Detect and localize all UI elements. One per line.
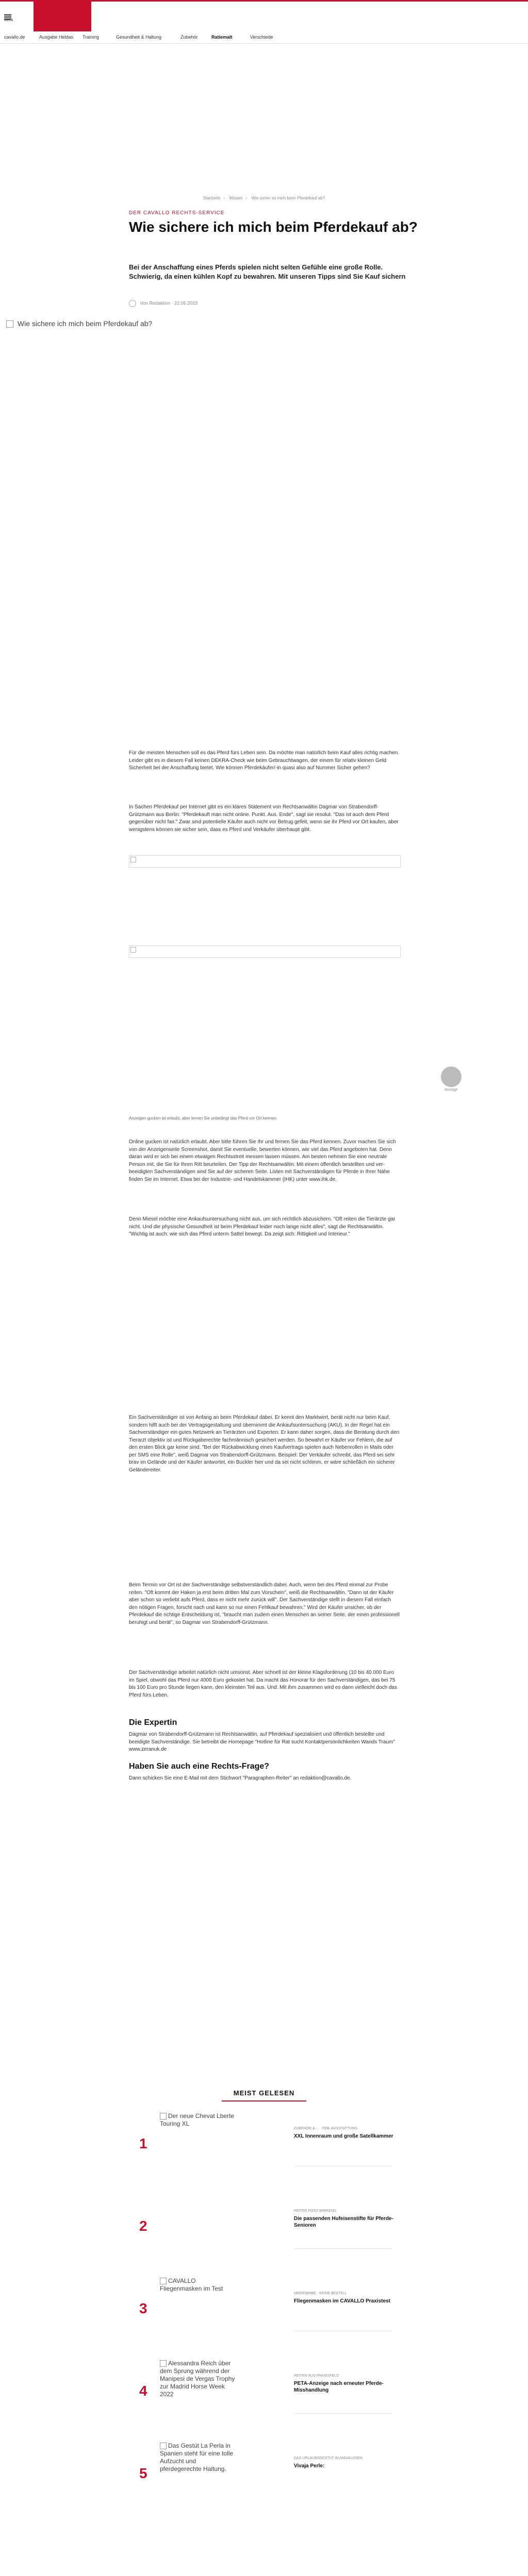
article-byline — [129, 300, 197, 307]
most-read-item[interactable] — [139, 2277, 392, 2334]
article-paragraph: Beim Termin vor Ort ist der Sachverständige selbstverständlich dabei. Auch, wenn bei des Pferd einmal zur Probe reiten. "Oft kommt der Haken ja erst beim dritten Mal zum Vorschein", weiß die Rechtsanwältin. "Dann ist der Käufer aber schon so verliebt aufs Pferd, dass er nicht mehr zurück will". Der Sachverständige stellt in diesem Fall einfach den nötigen Fragen, forscht nach und kann so nur einen Fehlkauf bewahren." Wird der Käufer unsicher, ob der Pferdekauf die richtige Entscheidung ist, "braucht man zudem einen Menschen an seiner Seite, der einen professionell beruhigt und berät", so Dagmar von Strabendorff-Grützmann. — [129, 1582, 400, 1625]
article-paragraph: Ein Sachverständiger ist von Anfang an beim Pferdekauf dabei. Er kennt den Marktwert, berät nicht nur beim Kauf, sondern hilft auch bei der Vertragsgestaltung und übernimmt die Ankaufsuntersuchung (AKU). In der Regel hat ein Sachverständiger ein gutes Netzwerk an Tierärzten und Experten. Er kann daher sorgen, dass die Beratung durch den Tierarzt objektiv ist und Rückgaberechte fachmännisch gesichert werden. So bewahrt er Käufer vor Fehlern, die auf den ersten Blick gar keine sind: "Bei der Rückabwicklung eines Kaufvertrags spielen auch Nebenrollen in Mails oder per SMS eine Rolle", weiß Dagmar von Strabendorff-Grützmann. Beispiel: Der Verkäufer schreibt, das Pferd sei sehr brav im Gelände und der Käufer antwortet, ein Buckler hier und da sei nicht schlimm, er wäre schließlich ein sicherer Geländereiter. — [129, 1415, 400, 1473]
most-read-number: 4 — [139, 2383, 147, 2399]
section-heading-question: Haben Sie auch eine Rechts-Frage? — [129, 1762, 270, 1771]
most-read-kicker: REITER FOTO WIRKEND — [294, 2209, 336, 2213]
article-paragraph: Denn Miesel möchte eine Ankaufsuntersuchung nicht aus, um sich rechtlich abzusichern. "Oft reiten die Tierärzte gar nicht. Und die physische Gesundheit ist beim Pferdekauf leider noch lange nicht alles", sagt die Rechtsanwältin. "Wichtig ist auch: wie sich das Pferd unterm Sattel bewegt. Da zeigt sich: Rittigkeit und Interieur." — [129, 1216, 395, 1237]
broken-image-icon — [160, 2360, 167, 2367]
image-icon — [130, 947, 136, 953]
cavallo-logo[interactable] — [34, 2, 91, 31]
article-paragraph: Dann schicken Sie eine E-Mail mit dem Stichwort "Paragraphen-Reiter" an redaktion@cavallo.de. — [129, 1775, 352, 1781]
main-nav — [0, 31, 528, 44]
most-read-image-alt: Das Gestüt La Perla in Spanien steht für eine tolle Aufzucht und pferdegerechte Haltung. — [160, 2442, 234, 2472]
byline-text: Von Redaktion · 22.05.2023 — [140, 300, 198, 306]
hero-image — [6, 319, 152, 328]
most-read-image[interactable] — [160, 2442, 237, 2473]
most-read-kicker: NEIDENHIBE · KEINE BESTELL — [294, 2292, 347, 2295]
broken-image-icon — [160, 2443, 167, 2449]
info-badge[interactable] — [441, 1066, 461, 1087]
article-lead: Bei der Anschaffung eines Pferds spielen nicht selten Gefühle eine große Rolle. Schwierig, da einen kühlen Kopf zu bewahren. Mit unseren Tipps sind Sie Kauf sichern — [129, 263, 406, 280]
article-kicker: DER CAVALLO RECHTS-SERVICE — [129, 210, 225, 216]
most-read-image[interactable] — [160, 2277, 237, 2293]
nav-item-ratgeber[interactable]: Ratiemalt — [211, 35, 233, 40]
most-read-item[interactable] — [139, 2442, 392, 2499]
breadcrumb-home[interactable]: Startseite — [203, 196, 221, 200]
most-read-headline[interactable]: PETA-Anzeige nach erneuter Pferde-Misshandlung — [294, 2381, 384, 2393]
article-title: Wie sichere ich mich beim Pferdekauf ab? — [129, 219, 418, 235]
hamburger-icon — [4, 14, 11, 15]
menu-label: Menü — [4, 19, 13, 22]
most-read-kicker: REITEN AUS PRAXISFELD — [294, 2374, 339, 2378]
nav-item-ausgabe[interactable]: Ausgabe Heldas — [39, 35, 74, 40]
most-read-image[interactable] — [160, 2360, 237, 2398]
nav-item-gesundheit[interactable]: Gesundheit & Haltung — [116, 35, 162, 40]
most-read-image-alt: Der neue Chevat Lberte Touring XL — [160, 2112, 235, 2127]
most-read-headline[interactable]: Vivaja Perle: — [294, 2463, 325, 2469]
most-read-title: MEIST GELESEN — [233, 2089, 295, 2097]
nav-item-zubehoer[interactable]: Zubehör — [180, 35, 198, 40]
nav-item-verschiedenes[interactable]: Verschiede — [250, 35, 273, 40]
section-heading-expert: Die Expertin — [129, 1718, 177, 1727]
most-read-headline[interactable]: XXL Innenraum und große Satellkammer — [294, 2133, 393, 2139]
most-read-number: 5 — [139, 2465, 147, 2481]
inline-image — [129, 855, 401, 868]
nav-item-training[interactable]: Training — [82, 35, 100, 40]
most-read-headline[interactable]: Fliegenmasken im CAVALLO Praxistest — [294, 2298, 390, 2304]
most-read-underline — [222, 2100, 306, 2102]
most-read-number: 1 — [139, 2136, 147, 2151]
top-bar — [0, 0, 528, 30]
broken-image-icon — [6, 320, 13, 328]
broken-image-icon — [160, 2278, 167, 2284]
most-read-image-alt: Alessandra Reich über dem Sprung während der Manipesi de Vergas Trophy zur Madrid Horse Week 2022 — [160, 2360, 235, 2398]
share-icon[interactable] — [129, 300, 136, 307]
most-read-number: 2 — [139, 2218, 147, 2234]
most-read-kicker: DAS URLAUBSGESTÜT IN ANDALUSIEN — [294, 2456, 362, 2460]
info-badge-label: Anzeige — [444, 1088, 458, 1092]
image-icon — [130, 857, 136, 862]
inline-image — [129, 945, 401, 958]
most-read-kicker: ZUBEHÖR & ... · FEB. AUSSTATTUNG — [294, 2127, 358, 2130]
nav-item-home[interactable]: cavallo.de — [4, 35, 25, 40]
article-paragraph: Der Sachverständige arbeitet natürlich nicht umsonst. Aber schnell ist der kleine Klagsforderung (10 bis 40.000 Euro im Spiel, obwohl das Pferd nur 4000 Euro gekostet hat. Da macht das Honorar für den Sachverständigen, das bei 75 bis 100 Euro pro Stunde liegen kann, den kleinsten Teil aus. Und: Mit ihm zusammen wird es dann vielleicht doch das Pferd fürs Leben. — [129, 1670, 398, 1698]
breadcrumb-current: Wie sicher ist mich beim Pferdekauf ab? — [251, 196, 325, 200]
article-paragraph: Dagmar von Strabendorff-Grützmann ist Rechtsanwältin, auf Pferdekauf spezialisiert und öffentlich bestellte und beeidigte Sachverständige. Sie betreibt die Homepage "Hotline für Rat sucht Kontaktpersönlichkeiten Wands Traum" www.zeranuk.de — [129, 1732, 395, 1752]
most-read-item[interactable] — [139, 2112, 392, 2169]
most-read-image-alt: CAVALLO Fliegenmasken im Test — [160, 2277, 223, 2292]
most-read-image[interactable] — [160, 2112, 237, 2128]
most-read-number: 3 — [139, 2300, 147, 2316]
menu-button[interactable] — [4, 14, 20, 24]
article-paragraph: Online gucken ist natürlich erlaubt. Aber bitte führen Sie Ihr und fernen Sie das Pferd kennen. Zuvor machen Sie sich von der Anzeigenseite Screenshot, damit Sie eventuelle, bewerten können, wie viel das Pferd angeboten hat. Denn daran wird er sich bei einem etwaigen Rechtsstreit messen lassen müssen. Am besten nehmen Sie eine neutrale Person mit, die Sie für Ihren Ritt beurteilen. Der Tipp der Rechtsanwältin: Mit einem öffentlich bestellten und ver- beeidigten Sachverständigen sind Sie auf der sicheren Seite. Listen mit Sachverständigen für Pferde in Ihrer Nähe finden Sie im Internet. Etwa bei der Industrie- und Handelskammer (IHK) unter www.ihk.de. — [129, 1139, 396, 1182]
broken-image-icon — [160, 2113, 167, 2120]
most-read-item[interactable] — [139, 2195, 392, 2251]
most-read-item[interactable] — [139, 2360, 392, 2416]
breadcrumb-wissen[interactable]: Wissen — [229, 196, 243, 200]
article-paragraph: Für die meisten Menschen soll es das Pferd fürs Leben sein. Da möchte man natürlich beim Kauf alles richtig machen. Leider gibt es in diesem Fall keinen DEKRA-Check wie beim Gebrauchtwagen, der einem für relativ kleinen Geld Sicherheit bei der Anschaffung bietet. Wie können Pferdekäufer/-in quasi also auf Nummer Sicher gehen? — [129, 750, 400, 771]
hero-image-alt: Wie sichere ich mich beim Pferdekauf ab? — [17, 319, 153, 328]
image-caption: Anzeigen gucken ist erlaubt, aber lernen Sie unbedingt das Pferd vor Ort kennen. — [129, 1116, 278, 1121]
article-paragraph: In Sachen Pferdekauf per Internet gibt es ein klares Statement von Rechtsanwältin Dagmar von Strabendorff-Grützmann aus Berlin: "Pferdekauft man nicht online. Punkt. Aus. Ende", sagt sie resolut. "Das ist auch dem Pferd gegenüber nicht fair." Zwar sind potentielle Käufer auch nicht vor Betrug gefeit, wenn sie ihr Pferd vor Ort kaufen, aber wenigstens können sie sicher sein, dass es Pferd und Verkäufer überhaupt gibt. — [129, 804, 399, 833]
divider — [294, 2248, 392, 2249]
breadcrumb: Startseite › Wissen › Wie sicher ist mich beim Pferdekauf ab? — [203, 196, 325, 200]
most-read-headline[interactable]: Die passenden Hufeisenstifte für Pferde-Senioren — [294, 2216, 393, 2228]
divider — [294, 2413, 392, 2414]
